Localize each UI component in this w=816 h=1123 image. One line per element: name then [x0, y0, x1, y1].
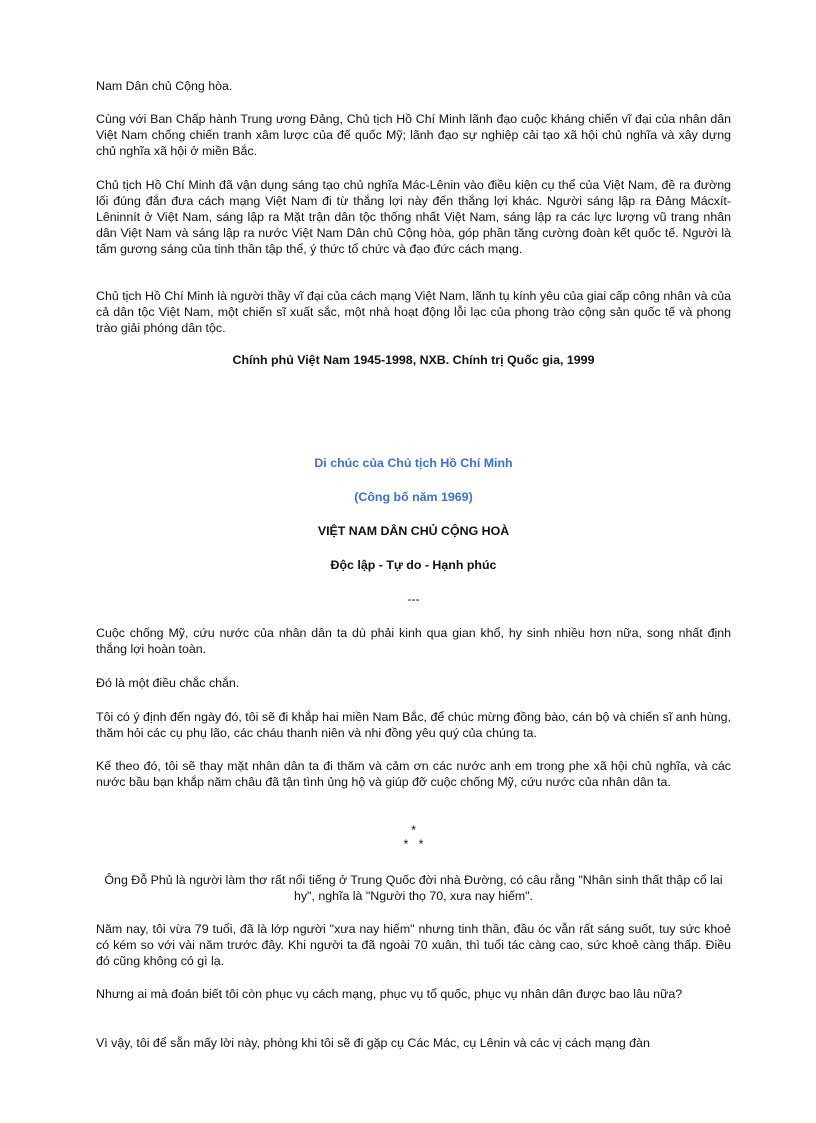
paragraph-leadership: Cùng với Ban Chấp hành Trung ương Đảng, Chủ tịch Hồ Chí Minh lãnh đạo cuộc kháng chiến vĩ đại của nhân dân Việt Nam chống chiến tranh xâm lược của đế quốc Mỹ; lãnh đạo sự nghiệp cải tạo xã hội chủ nghĩa và xây dựng chủ nghĩa xã hội ở miền Bắc. [96, 112, 731, 158]
testament-title: Di chúc của Chủ tịch Hồ Chí Minh [314, 456, 513, 470]
paragraph-visit-regions: Tôi có ý định đến ngày đó, tôi sẽ đi khắp hai miền Nam Bắc, để chúc mừng đồng bào, cán bộ và chiến sĩ anh hùng, thăm hỏi các cụ phụ lão, các cháu thanh niên và nhi đồng yêu quý của chúng ta. [96, 710, 731, 740]
paragraph-anti-us-war: Cuộc chống Mỹ, cứu nước của nhân dân ta dù phải kinh qua gian khổ, hy sinh nhiều hơn nữa, song nhất định thắng lợi hoàn toàn. [96, 626, 731, 656]
country-name: VIỆT NAM DÂN CHỦ CỘNG HOÀ [317, 524, 510, 538]
testament-subtitle: (Công bố năm 1969) [354, 490, 473, 504]
national-motto: Độc lập - Tự do - Hạnh phúc [330, 558, 497, 572]
do-phu-quote: Ông Đỗ Phủ là người làm thơ rất nổi tiếng ở Trung Quốc đời nhà Đường, có câu rằng "Nhân sinh thất thập cổ lai hy", nghĩa là "Người thọ 70, xưa nay hiếm". [104, 873, 723, 903]
paragraph-great-teacher: Chủ tịch Hồ Chí Minh là người thầy vĩ đại của cách mạng Việt Nam, lãnh tụ kính yêu của giai cấp công nhân và của cả dân tộc Việt Nam, một chiến sĩ xuất sắc, một nhà hoạt động lỗi lạc của phong trào cộng sản quốc tế và phong trào giải phóng dân tộc. [96, 289, 731, 335]
paragraph-thank-nations: Kế theo đó, tôi sẽ thay mặt nhân dân ta đi thăm và cảm ơn các nước anh em trong phe xã hội chủ nghĩa, và các nước bầu bạn khắp năm châu đã tận tình ủng hộ và giúp đỡ cuộc chống Mỹ, cứu nước của nhân dân ta. [96, 759, 731, 789]
source-citation: Chính phủ Việt Nam 1945-1998, NXB. Chính trị Quốc gia, 1999 [232, 353, 595, 367]
paragraph-final-words: Vì vậy, tôi để sẵn mấy lời này, phòng khi tôi sẽ đi gặp cụ Các Mác, cụ Lênin và các vị cách mạng đàn [96, 1036, 650, 1050]
paragraph-how-long: Nhưng ai mà đoán biết tôi còn phục vụ cách mạng, phục vụ tổ quốc, phục vụ nhân dân được bao lâu nữa? [96, 987, 683, 1001]
paragraph-marxism-leninism: Chủ tịch Hồ Chí Minh đã vận dụng sáng tạo chủ nghĩa Mác-Lênin vào điều kiện cụ thể của Việt Nam, đề ra đường lối đúng đắn đưa cách mạng Việt Nam đi từ thắng lợi này đến thắng lợi khác. Người sáng lập ra Đảng Mácxít-Lêninnít ở Việt Nam, sáng lập ra Mặt trận dân tộc thống nhất Việt Nam, sáng lập ra các lực lượng vũ trang nhân dân Việt Nam và sáng lập ra nước Việt Nam Dân chủ Cộng hòa, góp phần tăng cường đoàn kết quốc tế. Người là tấm gương sáng của tinh thần tập thể, ý thức tổ chức và đạo đức cách mạng. [96, 178, 731, 256]
paragraph-age-79: Năm nay, tôi vừa 79 tuổi, đã là lớp người "xưa nay hiếm" nhưng tinh thần, đầu óc vẫn rất sáng suốt, tuy sức khoẻ có kém so với vài năm trước đây. Khi người ta đã ngoài 70 xuân, thì tuổi tác càng cao, sức khoẻ càng thấp. Điều đó cũng không có gì lạ. [96, 922, 731, 968]
stars-bottom: * * [403, 837, 424, 851]
section-separator: --- [407, 592, 420, 606]
opening-fragment: Nam Dân chủ Cộng hòa. [96, 79, 233, 93]
stars-top: * [411, 823, 416, 837]
paragraph-certainty: Đó là một điều chắc chắn. [96, 676, 240, 690]
